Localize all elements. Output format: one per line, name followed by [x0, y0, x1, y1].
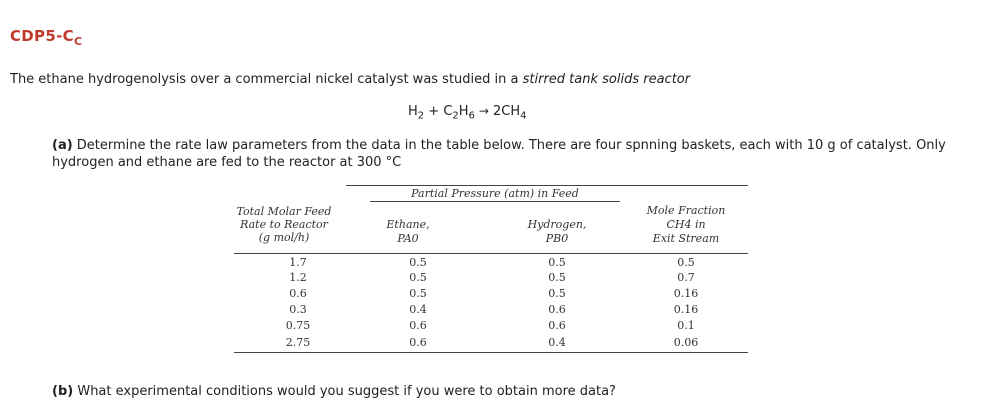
- table-cell-r3-c2: 0.5: [409, 287, 427, 300]
- table-cell-r1-c4: 0.5: [677, 256, 695, 269]
- table-top-rule: [346, 185, 748, 186]
- col3-header-line2: PB0: [545, 232, 569, 245]
- table-cell-r5-c3: 0.6: [548, 319, 566, 332]
- table-cell-r2-c2: 0.5: [409, 271, 427, 284]
- table-cell-r6-c4: 0.06: [673, 336, 699, 349]
- table-cell-r2-c3: 0.5: [548, 271, 566, 284]
- question-part-a: (a) Determine the rate law parameters from the data in the table below. There are four spnning baskets, each with 10 g of catalyst. Only hydrogen and ethane are fed to the reactor at 300 °C: [52, 138, 946, 170]
- intro-emphasis: stirred tank solids reactor: [522, 72, 691, 87]
- col1-header-line2: Rate to Reactor: [240, 218, 328, 231]
- table-cell-r4-c2: 0.4: [409, 303, 427, 316]
- table-cell-r6-c1: 2.75: [285, 336, 311, 349]
- table-cell-r5-c4: 0.1: [677, 319, 695, 332]
- table-cell-r4-c1: 0.3: [289, 303, 307, 316]
- page-title: $CDP5-C_C$: [10, 27, 83, 48]
- table-cell-r2-c1: 1.2: [289, 271, 307, 284]
- table-cell-r1-c1: 1.7: [289, 256, 307, 269]
- table-header-rule: [234, 253, 748, 254]
- table-cell-r6-c3: 0.4: [548, 336, 566, 349]
- table-cell-r4-c3: 0.6: [548, 303, 566, 316]
- reaction-arrow-icon: →: [478, 104, 489, 118]
- group-header: Partial Pressure (atm) in Feed: [411, 187, 579, 200]
- intro-paragraph: The ethane hydrogenolysis over a commercial nickel catalyst was studied in a stirred tank solids reactor: [10, 72, 691, 87]
- table-cell-r5-c1: 0.75: [285, 319, 311, 332]
- col4-header-line1: Mole Fraction: [646, 204, 726, 217]
- table-cell-r1-c2: 0.5: [409, 256, 427, 269]
- table-cell-r6-c2: 0.6: [409, 336, 427, 349]
- col1-header-line3: (g mol/h): [258, 231, 310, 244]
- col4-header-line2: CH4 in: [666, 218, 706, 231]
- table-cell-r3-c1: 0.6: [289, 287, 307, 300]
- table-cell-r4-c4: 0.16: [673, 303, 699, 316]
- col3-header-line1: Hydrogen,: [527, 218, 587, 231]
- table-cell-r2-c4: 0.7: [677, 271, 695, 284]
- question-part-b: (b) What experimental conditions would you suggest if you were to obtain more data?: [52, 384, 616, 399]
- table-bottom-rule: [234, 352, 748, 353]
- table-cell-r3-c4: 0.16: [673, 287, 699, 300]
- col2-header-line1: Ethane,: [386, 218, 430, 231]
- table-cell-r5-c2: 0.6: [409, 319, 427, 332]
- col4-header-line3: Exit Stream: [652, 232, 720, 245]
- table-cell-r1-c3: 0.5: [548, 256, 566, 269]
- col1-header-line1: Total Molar Feed: [236, 205, 332, 218]
- table-cell-r3-c3: 0.5: [548, 287, 566, 300]
- reaction-equation: $H_2 + C_2H_6 \to 2CH_4$: [408, 104, 527, 122]
- col2-header-line2: PA0: [397, 232, 419, 245]
- table-group-rule: [370, 201, 620, 202]
